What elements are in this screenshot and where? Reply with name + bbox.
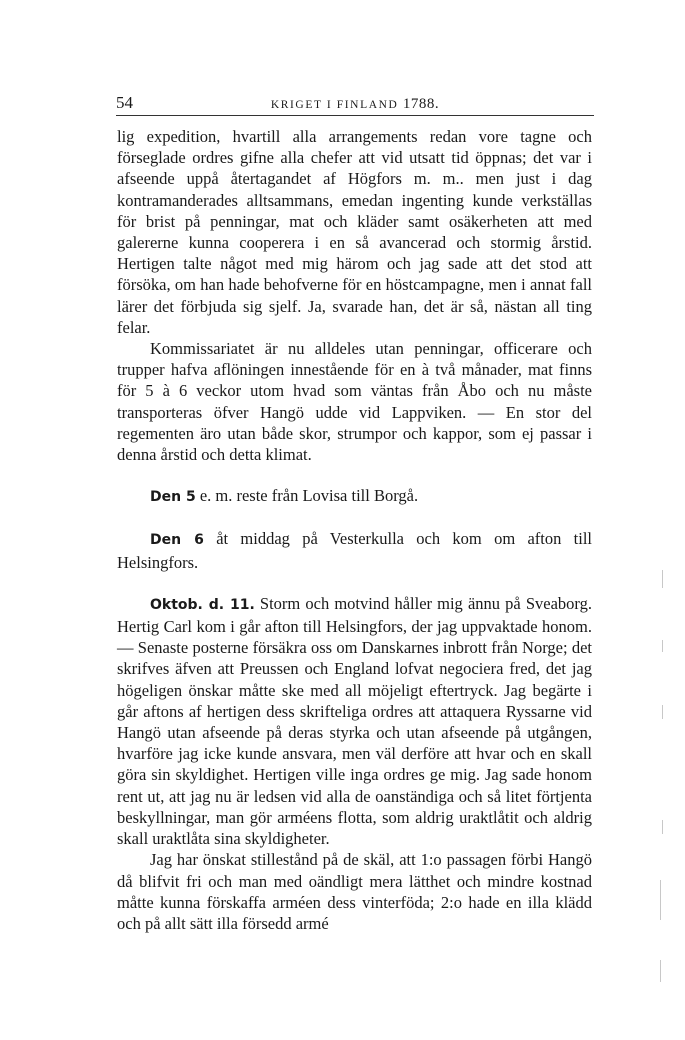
entry-text: åt middag på Vesterkulla och kom om afton till Helsingfors. <box>117 529 593 572</box>
paragraph-kommissariatet: Kommissariatet är nu alldeles utan penningar, officerare och trupper hafva aflöningen innestående för en à två månader, mat finns för 5 à 6 veckor utom hvad som väntas från Åbo och nu måste transporteras öfver Hangö udde vid Lappviken. — En stor del regementen äro utan både skor, strumpor och kappor, som ej passar i denna årstid och detta klimat. <box>117 339 592 465</box>
margin-scan-mark <box>662 640 663 652</box>
running-head <box>116 93 594 116</box>
margin-scan-mark <box>662 570 663 588</box>
running-title-year: 1788. <box>402 96 440 112</box>
margin-scan-mark <box>662 705 663 719</box>
entry-date-label: Den 6 <box>150 532 204 549</box>
running-title <box>116 95 594 114</box>
margin-scan-mark <box>662 820 663 834</box>
page-number: 54 <box>116 93 133 112</box>
running-title-text: KRIGET I FINLAND <box>270 99 399 111</box>
paragraph-continued: lig expedition, hvartill alla arrangements redan vore tagne och förseglade ordres gifne alla chefer att vid utsatt tid öppnas; det var i afseende uppå återtagandet af Högfors m. m.. men just i dag kontramanderades alltsammans, emedan ingenting kunde verkställas för brist på penningar, mat och kläder samt osäkerheten att med galererne kunna cooperera i en så avancerad och stormig årstid. Hertigen talte något med mig härom och jag sade att det stod att försöka, om han hade behofverne för en höstcampagne, men i annat fall lärer det förbjuda sig sjelf. Ja, svarade han, det är så, nästan all ting felar. <box>117 127 592 337</box>
margin-scan-mark <box>660 960 661 982</box>
entry-text: e. m. reste från Lovisa till Borgå. <box>195 486 419 506</box>
entry-oktob-11 <box>117 593 592 849</box>
paragraph-stillestand: Jag har önskat stillestånd på de skäl, att 1:o passagen förbi Hangö då blifvit fri och man med oändligt mera lätthet och mindre kostnad måtte kunna förskaffa arméen dess vinterföda; 2:o hade en illa klädd och på allt sätt illa försedd armé <box>117 850 592 933</box>
body-text <box>117 126 592 934</box>
margin-scan-mark <box>660 880 661 920</box>
entry-den-6 <box>117 528 592 572</box>
entry-date-label: Oktob. d. 11. <box>150 596 255 613</box>
entry-date-label: Den 5 <box>150 489 196 506</box>
entry-den-5 <box>117 485 592 508</box>
entry-text: Storm och motvind håller mig ännu på Sveaborg. Hertig Carl kom i går afton till Helsingfors, der jag uppvaktade honom. — Senaste posterne försäkra oss om Danskarnes inbrott från Norge; det skrifves äfven att Preussen och England lofvat negociera fred, det jag högeligen önskar måtte ske med all möjeligt eftertryck. Jag begärte i går aftons af hertigen dess skrifteliga ordres att attaquera Ryssarne vid Hangö utan afseende på deras styrka och utan afseende på utgången, hvarföre jag icke kunde ansvara, men väl derföre att hvar och en skall göra sin skyldighet. Hertigen ville inga ordres ge mig. Jag sade honom rent ut, att jag nu är ledsen vid alla de oanständiga och så litet förtjenta beskyllningar, man gör arméens flotta, som aldrig uraktlåtit och aldrig skall uraktlåta sina skyldigheter. <box>117 593 592 849</box>
